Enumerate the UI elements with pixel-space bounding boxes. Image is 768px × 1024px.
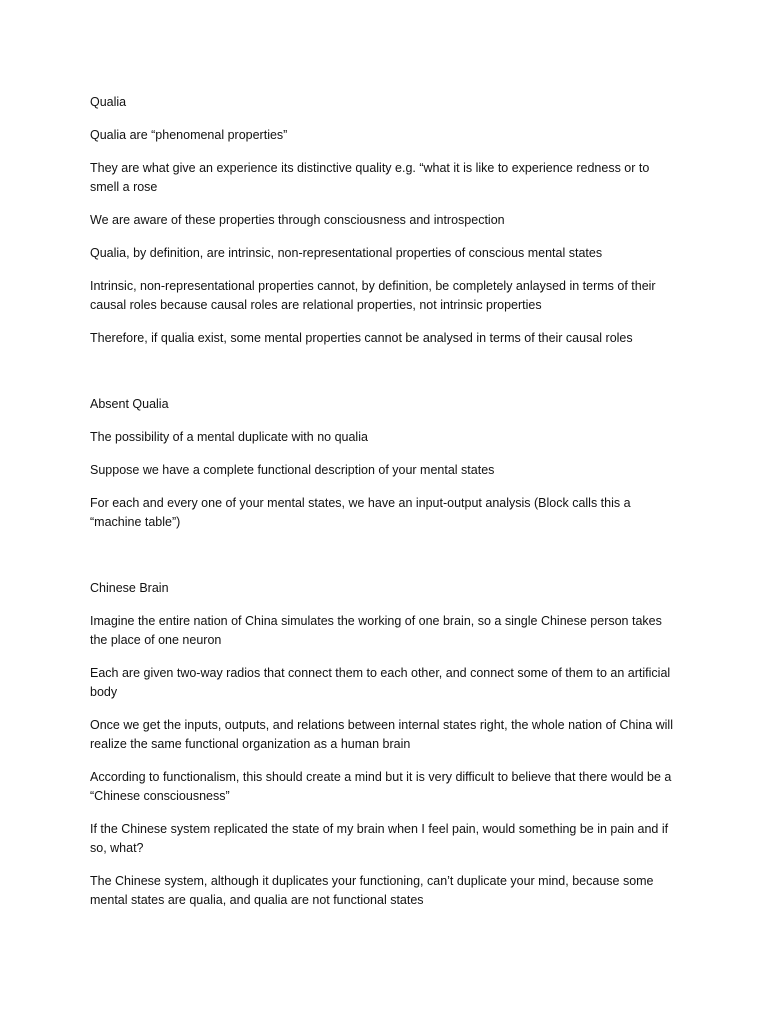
paragraph: Imagine the entire nation of China simulates the working of one brain, so a single Chinese person takes the place of one neuron [90,614,662,647]
paragraph: They are what give an experience its distinctive quality e.g. “what it is like to experience redness or to smell a rose [90,161,650,194]
paragraph: We are aware of these properties through consciousness and introspection [90,213,505,227]
section-qualia [90,93,680,348]
paragraph: Once we get the inputs, outputs, and relations between internal states right, the whole nation of China will realize the same functional organization as a human brain [90,718,673,751]
section-heading: Chinese Brain [90,581,169,595]
paragraph: Each are given two-way radios that connect them to each other, and connect some of them to an artificial body [90,666,671,699]
paragraph: Qualia are “phenomenal properties” [90,128,288,142]
paragraph: Intrinsic, non-representational properties cannot, by definition, be completely anlaysed in terms of their causal roles because causal roles are relational properties, not intrinsic properties [90,279,656,312]
paragraph: For each and every one of your mental states, we have an input-output analysis (Block calls this a “machine table”) [90,496,631,529]
section-heading: Qualia [90,95,127,109]
paragraph: The Chinese system, although it duplicates your functioning, can’t duplicate your mind, because some mental states are qualia, and qualia are not functional states [90,874,654,907]
paragraph: Suppose we have a complete functional description of your mental states [90,463,495,477]
section-absent-qualia [90,395,680,532]
paragraph: If the Chinese system replicated the state of my brain when I feel pain, would something be in pain and if so, what? [90,822,669,855]
paragraph: The possibility of a mental duplicate with no qualia [90,430,368,444]
document-body [90,93,680,924]
paragraph: According to functionalism, this should create a mind but it is very difficult to believe that there would be a “Chinese consciousness” [90,770,672,803]
paragraph: Therefore, if qualia exist, some mental properties cannot be analysed in terms of their causal roles [90,331,633,345]
section-heading: Absent Qualia [90,397,169,411]
paragraph: Qualia, by definition, are intrinsic, non-representational properties of conscious mental states [90,246,603,260]
section-chinese-brain [90,579,680,910]
